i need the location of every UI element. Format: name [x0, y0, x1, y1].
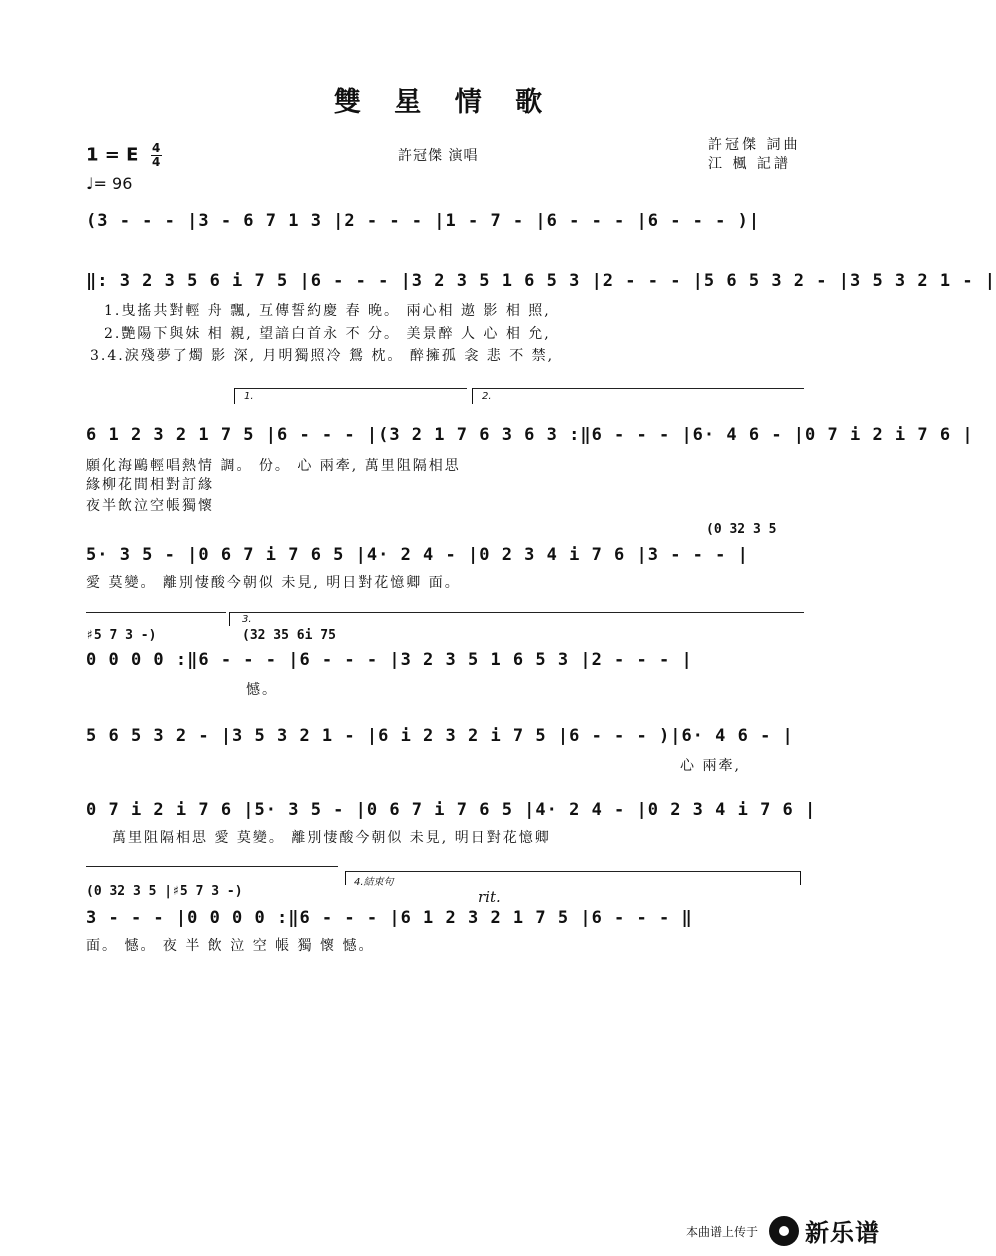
lyric-line-3b: 緣柳花間相對訂緣: [86, 477, 214, 493]
lyric-line-3c: 夜半飲泣空帳獨懷: [86, 498, 214, 514]
upload-note: 本曲谱上传于: [685, 1225, 758, 1239]
logo-text: 新乐谱: [805, 1219, 880, 1247]
composer-credit: 許冠傑 詞曲: [708, 137, 801, 153]
score-line-6: 5 6 5 3 2 - |3 5 3 2 1 - |6 i 2 3 2 i 7 5 |6 - - - )|6· 4 6 - |: [86, 726, 794, 746]
score-line-7: 0 7 i 2 i 7 6 |5· 3 5 - |0 6 7 i 7 6 5 |4· 2 4 - |0 2 3 4 i 7 6 |: [86, 800, 817, 820]
tempo-marking: [86, 174, 132, 193]
instrumental-cue-4: (0 32 3 5 |♯5 7 3 -): [86, 884, 243, 899]
ending-1-label: 1.: [244, 391, 254, 402]
time-bottom: 4: [152, 155, 161, 169]
score-line-3: 6 1 2 3 2 1 7 5 |6 - - - |(3 2 1 7 6 3 6 3 :‖6 - - - |6· 4 6 - |0 7 i 2 i 7 6 |: [86, 425, 974, 445]
singer-credit: 許冠傑 演唱: [398, 148, 479, 164]
ritardando-marking: rit.: [478, 888, 501, 906]
quarter-note-icon: ♩: [86, 174, 94, 193]
instrumental-cue-3: (32 35 6i 75: [242, 628, 336, 643]
score-line-5: 0 0 0 0 :‖6 - - - |6 - - - |3 2 3 5 1 6 5 3 |2 - - - |: [86, 650, 693, 670]
tempo-value: = 96: [93, 174, 133, 193]
ending-3-label: 3.: [242, 614, 252, 625]
score-line-4: 5· 3 5 - |0 6 7 i 7 6 5 |4· 2 4 - |0 2 3 4 i 7 6 |3 - - - |: [86, 545, 749, 565]
score-line-2: ‖: 3 2 3 5 6 i 7 5 |6 - - - |3 2 3 5 1 6 5 3 |2 - - - |5 6 5 3 2 - |3 5 3 2 1 - |: [86, 271, 996, 291]
lyric-line-6: 心 兩牽,: [680, 758, 741, 774]
instrumental-cue-2: ♯5 7 3 -): [86, 628, 157, 643]
ending-2-label: 2.: [482, 391, 492, 402]
lyric-verse-3: 3.4.淚殘夢了燭 影 深, 月明獨照冷 鴛 枕。 醉擁孤 衾 悲 不 禁,: [90, 348, 555, 364]
key-signature: [86, 143, 162, 168]
lyric-line-4: 愛 莫變。 離別悽酸今朝似 未見, 明日對花憶卿 面。: [86, 575, 461, 591]
lyric-verse-1: 1.曳搖共對輕 舟 飄, 互傳誓約慶 春 晚。 兩心相 遨 影 相 照,: [104, 303, 551, 319]
lyric-line-3a: 願化海鷗輕唱熱情 調。 份。 心 兩牽, 萬里阻隔相思: [86, 458, 461, 474]
score-line-8: 3 - - - |0 0 0 0 :‖6 - - - |6 1 2 3 2 1 7 5 |6 - - - ‖: [86, 908, 693, 928]
lyric-line-5: 憾。: [246, 682, 278, 698]
time-signature: [151, 143, 162, 168]
lyric-line-8: 面。 憾。 夜 半 飲 泣 空 帳 獨 懷 憾。: [86, 938, 375, 954]
ending-4-label: 4.結束句: [354, 877, 394, 888]
key-text: 1 = E: [86, 144, 139, 166]
transcriber-credit: 江 楓 記譜: [708, 156, 791, 172]
page-title: 雙 星 情 歌: [333, 87, 555, 118]
lyric-line-7: 萬里阻隔相思 愛 莫變。 離別悽酸今朝似 未見, 明日對花憶卿: [112, 830, 551, 846]
record-disc-icon: [769, 1216, 799, 1246]
instrumental-cue-1: (0 32 3 5: [706, 522, 777, 537]
time-top: 4: [152, 141, 161, 155]
site-logo[interactable]: [769, 1213, 880, 1248]
lyric-verse-2: 2.艷陽下與妹 相 親, 望諳白首永 不 分。 美景醉 人 心 相 允,: [104, 326, 551, 342]
score-line-1: (3 - - - |3 - 6 7 1 3 |2 - - - |1 - 7 - |6 - - - |6 - - - )|: [86, 211, 761, 231]
